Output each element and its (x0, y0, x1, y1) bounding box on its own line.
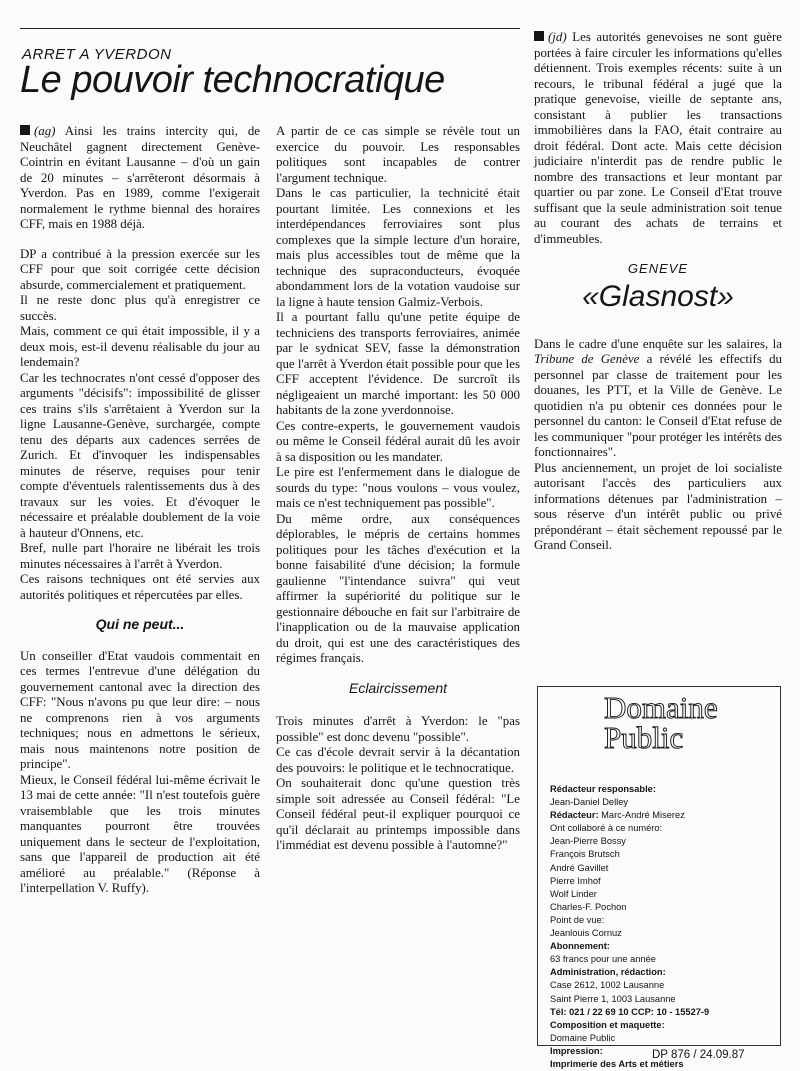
credit-line: Case 2612, 1002 Lausanne (550, 980, 665, 991)
paragraph: A partir de ce cas simple se révèle tout un exercice du pouvoir. Les responsables politiques sont incapables de contrer l'argument technique. (276, 124, 520, 185)
paragraph: Dans le cadre d'une enquête sur les salaires, la Tribune de Genève a révélé les effectifs du personnel par classe de traitement pour les douanes, les PTT, et la Ville de Genève. Le quotidien n'a pu obtenir ces données pour le personnel du canton: le Conseil d'Etat refuse de les communiquer "pour protéger les intérêts des fonctionnaires". (534, 336, 782, 459)
author-initials: (ag) (34, 124, 56, 138)
paragraph: DP a contribué à la pression exercée sur les CFF pour que soit corrigée cette décision absurde, commercialement et pratiquement. (20, 246, 260, 292)
paragraph: On souhaiterait donc qu'une question très simple soit adressée au Conseil fédéral: "Le Conseil fédéral peut-il expliquer pourquoi ce qu'il déclarait au printemps impossible dans l'immédiat est devenu possible à l'automne?" (276, 776, 520, 852)
issue-footer: DP 876 / 24.09.87 (652, 1049, 745, 1061)
paragraph: Le pire est l'enfermement dans le dialogue de sourds du type: "nous voulons – vous voulez, mais ce n'est techniquement pas possible". (276, 465, 520, 510)
side-intro: (jd) Les autorités genevoises ne sont guère portées à faire circuler les informations qu'elles détiennent. Trois exemples récents: suite à un recours, le tribunal fédéral a jugé que la pratique genevoise, vieille de septante ans, consistant à publier les transactions immobilières dans la FAO, était contraire au droit fédéral. Dont acte. Mais cette décision judiciaire n'interdit pas de rendre public le nombre des transactions et leur montant par quartier ou par zone. Le Conseil d'Etat trouve suffisant que la seule administration soit tenue au courant des achats de terrains et d'immeubles. (534, 30, 782, 246)
credit-line: François Brutsch (550, 849, 620, 860)
masthead-title-line1: Domaine (604, 690, 718, 725)
paragraph: Ces contre-experts, le gouvernement vaudois ou même le Conseil fédéral aurait dû les avoir à sa disposition ou les mandater. (276, 418, 520, 464)
credit-line: André Gavillet (550, 862, 609, 873)
masthead-title-line2: Public (604, 720, 684, 755)
credit-line: Saint Pierre 1, 1003 Lausanne (550, 993, 676, 1004)
credit-line: Tél: 021 / 22 69 10 CCP: 10 - 15527-9 (550, 1006, 710, 1017)
paragraph: Il a pourtant fallu qu'une petite équipe de techniciens des transports ferroviaires, animée par le sydnicat SEV, fasse la démonstration que l'arrêt à Yverdon était possible pour que les CFF acceptent l'évidence. De surcroît ils négligeaient un marché important: les 50 000 habitants de la zone yverdonnoise. (276, 310, 520, 417)
credit-line: Administration, rédaction: (550, 967, 666, 978)
paragraph: Mieux, le Conseil fédéral lui-même écrivait le 13 mai de cette année: "Il n'est toutefois guère vraisemblable que les trois minutes manquantes pourront être trouvées uniquement dans le secteur de l'exploitation, sans que l'appareil de production ait été amélioré au préalable." (Réponse à l'interpellation V. Ruffy). (20, 772, 260, 895)
credit-line: Rédacteur: Marc-André Miserez (550, 810, 685, 821)
credit-line: Charles-F. Pochon (550, 901, 627, 912)
paragraph: Trois minutes d'arrêt à Yverdon: le "pas possible" est donc devenu "possible". (276, 714, 520, 744)
paragraph: Il ne reste donc plus qu'à enregistrer ce succès. (20, 293, 260, 323)
credit-line: Rédacteur responsable: (550, 784, 656, 794)
article-kicker: ARRET A YVERDON (22, 46, 172, 63)
bullet-square-icon (20, 125, 30, 135)
lead-paragraph: (ag) Ainsi les trains intercity qui, de Neuchâtel gagnent directement Genève-Cointrin en évitant Lausanne – d'où un gain de 20 minutes – s'arrêteront désormais à Yverdon. Pas en 1989, comme l'exigerait normalement le rythme biennal des horaires CFF, mais en 1988 déjà. (20, 124, 260, 231)
credit-line: Point de vue: (550, 914, 605, 925)
side-title: «Glasnost» (582, 279, 734, 313)
column-2 (276, 124, 520, 868)
paragraph: Ces raisons techniques ont été servies aux autorités politiques et répercutées par elles. (20, 572, 260, 602)
paragraph: Plus anciennement, un projet de loi socialiste autorisant l'accès des particuliers aux informations détenues par l'administration – sous réserve d'un intérêt public ou privé prépondérant – était sèchement repoussé par le Grand Conseil. (534, 460, 782, 552)
paragraph: Ce cas d'école devrait servir à la décantation des pouvoirs: le politique et le technocratique. (276, 745, 520, 775)
side-initials: (jd) (548, 30, 567, 44)
credit-line: Composition et maquette: (550, 1019, 665, 1030)
paragraph: Dans le cas particulier, la technicité était pourtant limitée. Les connexions et les interdépendances ferroviaires sont plus complexes que la simple lecture d'un horaire, mais plus accessibles tout de même que la technique des supraconducteurs, évoquée abondamment lors de la votation vaudoise sur la ligne à haute tension Galmiz-Verbois. (276, 186, 520, 309)
column-1 (20, 22, 260, 911)
paragraph: Mais, comment ce qui était impossible, il y a deux mois, est-il devenu réalisable du jour au lendemain? (20, 324, 260, 369)
column-3 (534, 30, 782, 568)
dp-logo (548, 691, 594, 773)
credit-line: Ont collaboré à ce numéro: (550, 823, 663, 834)
side-kicker: GENEVE (627, 261, 689, 276)
credit-line: Impression: (550, 1045, 603, 1056)
bullet-square-icon (534, 31, 544, 41)
paragraph: Du même ordre, aux conséquences déplorables, le mépris de certains hommes politiques pour les tâches d'exécution et la bonne faisabilité d'une décision; la formule gaulienne "l'intendance suivra" qui veut affirmer la supériorité du politique sur le gestionnaire débouche en fait sur l'arbitraire de l'inapplication ou de la mauvaise application du droit, qui est une des caractéristiques des régimes français. (276, 511, 520, 665)
paragraph: Un conseiller d'Etat vaudois commentait en ces termes l'entrevue d'une délégation du gouvernement cantonal avec la direction des CFF: "Nous n'avons pu que leur dire: – nous ne comprenons rien à vos arguments techniques; nous en admettons le sérieux, mais nous maintenons notre position de principe". (20, 648, 260, 771)
credits-list (550, 783, 772, 1071)
subheading-qui-ne-peut: Qui ne peut... (95, 616, 185, 632)
credit-line: Jean-Daniel Delley (550, 797, 629, 808)
credit-line: 63 francs pour une année (550, 954, 656, 965)
credit-line: Wolf Linder (550, 888, 597, 899)
credit-line: Jean-Pierre Bossy (550, 836, 626, 847)
newspaper-name: Tribune de Genève (534, 352, 640, 366)
paragraph: Bref, nulle part l'horaire ne libérait les trois minutes nécessaires à l'arrêt à Yverdon. (20, 541, 260, 571)
credit-line: Jeanlouis Cornuz (550, 928, 622, 939)
credit-line: Pierre Imhof (550, 875, 601, 886)
credit-line: Imprimerie des Arts et métiers (550, 1058, 684, 1069)
credit-line: Domaine Public (550, 1032, 616, 1043)
masthead-title (604, 690, 718, 755)
paragraph: Car les technocrates n'ont cessé d'opposer des arguments "décisifs": impossibilité de glisser ces trains s'ils s'arrêtaient à Yverdon sur la ligne Lausanne-Genève, surchargée, compte tenu des départs aux cadences serrées de Zurich. Et d'invoquer les indispensables minutes de réserve, requises pour tenir compte d'éventuels ralentissements dus à des travaux sur les voies. Et d'évoquer le nécessaire et préalable doublement de la voie à hauteur d'Onnens, etc. (20, 370, 260, 540)
article-headline: Le pouvoir technocratique (20, 59, 445, 101)
subheading-eclaircissement: Eclaircissement (348, 679, 448, 696)
credit-line: Abonnement: (550, 941, 610, 952)
